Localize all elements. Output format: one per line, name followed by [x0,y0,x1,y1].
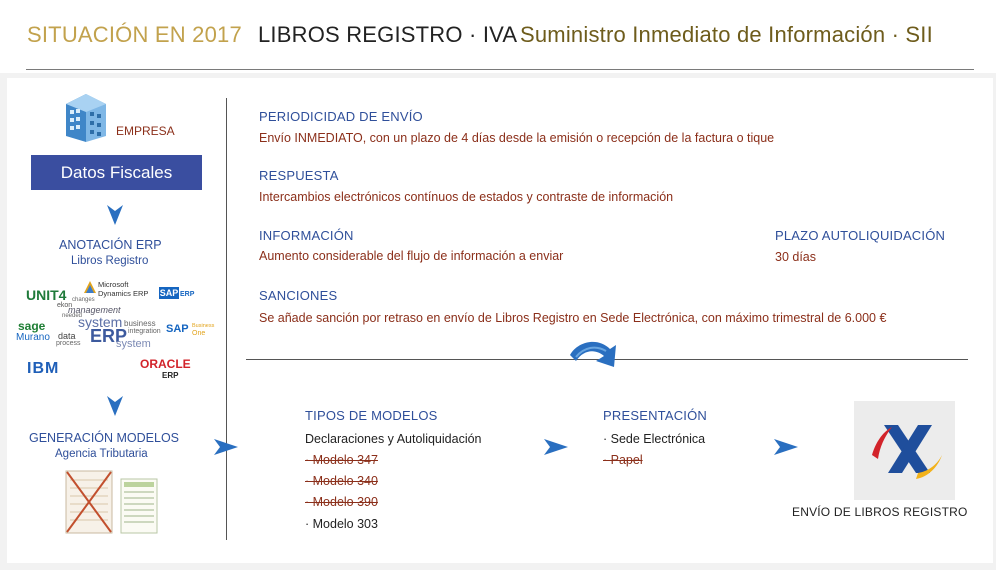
respuesta-text: Intercambios electrónicos contínuos de estados y contraste de información [259,190,674,204]
unit4-logo: UNIT4 [26,287,67,303]
informacion-title: INFORMACIÓN [259,228,354,243]
datos-fiscales-box: Datos Fiscales [31,155,202,190]
sap-logo: SAP [159,288,179,298]
agencia-tributaria-logo-icon [854,401,955,500]
informacion-text: Aumento considerable del flujo de información a enviar [259,249,564,263]
sanciones-text: Se añade sanción por retraso en envío de Libros Registro en Sede Electrónica, con máximo trimestral de 6.000 € [259,311,887,325]
cloud-word: management [68,305,121,315]
tipos-title: TIPOS DE MODELOS [305,408,438,423]
down-arrow-icon [107,205,123,225]
cloud-erp-logo: ERP [90,326,128,346]
vertical-divider [226,98,227,540]
aeat-logo-box [854,401,955,500]
tipos-item: · Modelo 303 [305,517,378,531]
tipos-item-struck: · Modelo 340 [305,474,378,488]
cloud-word: system [78,314,123,330]
tipos-item: Declaraciones y Autoliquidación [305,432,482,446]
cloud-word: business [124,319,156,328]
periodicidad-title: PERIODICIDAD DE ENVÍO [259,109,423,124]
curved-arrow-icon [566,333,624,379]
oracle-logo: ORACLE [140,357,191,371]
right-arrow-icon [214,439,238,455]
envio-label: ENVÍO DE LIBROS REGISTRO [792,505,968,519]
tax-form-icon [120,478,158,534]
cloud-word: changes [72,297,95,303]
murano-logo: Murano [16,332,50,343]
generacion-title: GENERACIÓN MODELOS [29,431,180,445]
sap-business-label: Business [192,323,215,329]
building-icon [62,92,112,144]
microsoft-logo: Microsoft [98,280,129,289]
anotacion-subtitle: Libros Registro [71,255,149,267]
presentacion-item-struck: · Papel [603,453,643,467]
respuesta-title: RESPUESTA [259,168,339,183]
plazo-text: 30 días [775,250,817,264]
sap-one-label: One [192,330,206,337]
plazo-title: PLAZO AUTOLIQUIDACIÓN [775,228,946,243]
tipos-item-struck: · Modelo 347 [305,453,378,467]
presentacion-title: PRESENTACIÓN [603,408,708,423]
right-arrow-icon [544,439,568,455]
periodicidad-text: Envío INMEDIATO, con un plazo de 4 días desde la emisión o recepción de la factura o tique [259,131,775,145]
header-divider [26,69,974,70]
oracle-erp-logo: ERP [162,371,179,380]
ibm-logo: IBM [27,360,60,377]
sanciones-title: SANCIONES [259,288,338,303]
sage-logo: sage [18,319,46,333]
right-arrow-icon [774,439,798,455]
page-header [0,0,1000,70]
header-title: LIBROS REGISTRO · IVA [258,22,518,47]
header-year: SITUACIÓN EN 2017 [27,22,242,47]
cloud-word: system [116,338,151,350]
dynamics-logo: Dynamics ERP [98,289,149,298]
tipos-item-struck: · Modelo 390 [305,495,378,509]
ekon-logo: ekon [57,302,73,309]
header-subtitle: Suministro Inmediato de Información · SII [520,22,933,47]
cloud-word: needed [62,313,83,319]
presentacion-item: · Sede Electrónica [603,432,706,446]
crossed-paper-form-icon [65,470,113,534]
anotacion-title: ANOTACIÓN ERP [59,238,162,252]
down-arrow-icon [107,396,123,416]
microsoft-dynamics-icon [84,281,96,293]
cloud-word: process [56,340,81,347]
sap-erp-logo: ERP [180,291,195,298]
generacion-subtitle: Agencia Tributaria [55,448,148,460]
erp-logos-collage [16,275,216,385]
cloud-word: data [58,331,76,341]
sap-business-one-logo: SAP [166,323,189,335]
cloud-word: integration [128,328,161,335]
empresa-label: EMPRESA [116,124,175,138]
